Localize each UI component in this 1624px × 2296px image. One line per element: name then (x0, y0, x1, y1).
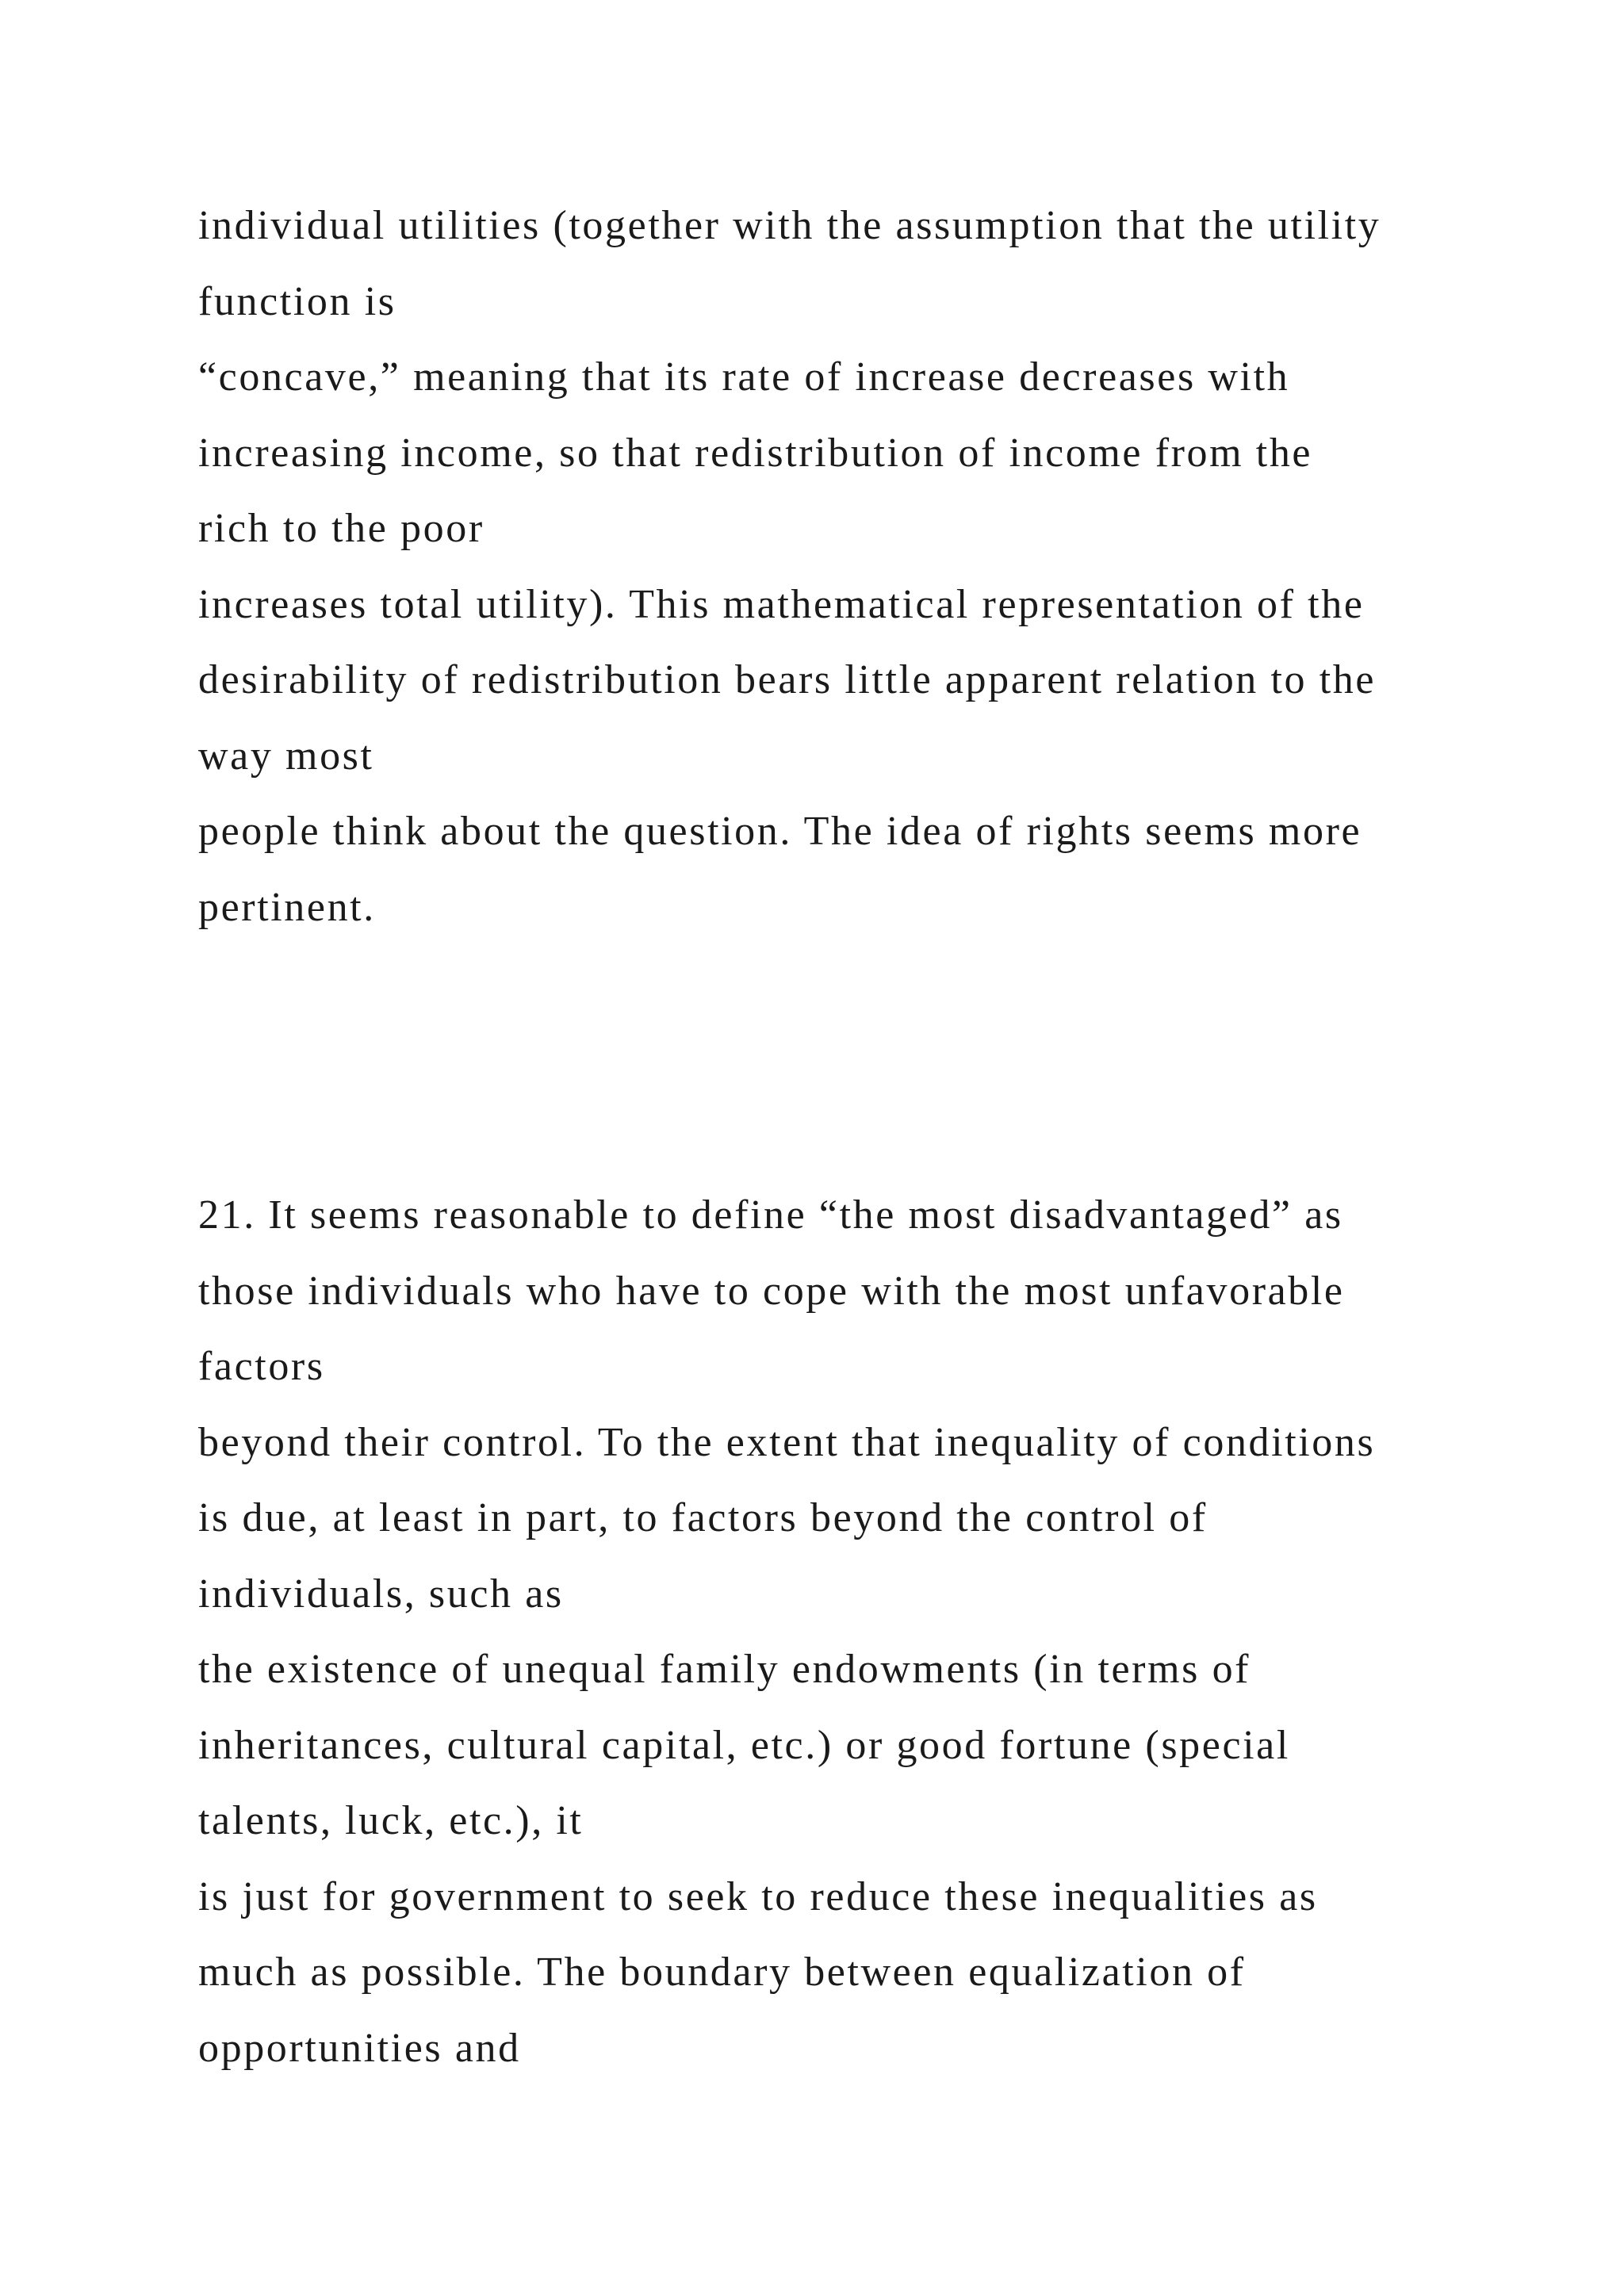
text-line: those individuals who have to cope with the most unfavorable (198, 1268, 1345, 1314)
text-line: “concave,” meaning that its rate of increase decreases with (198, 354, 1290, 400)
text-line: is due, at least in part, to factors beyond the control of (198, 1495, 1208, 1540)
text-line: beyond their control. To the extent that inequality of conditions (198, 1419, 1376, 1465)
text-line: increases total utility). This mathematical representation of the (198, 581, 1365, 627)
text-line: inheritances, cultural capital, etc.) or good fortune (special (198, 1722, 1290, 1768)
text-line: way most (198, 733, 374, 779)
text-line: desirability of redistribution bears little apparent relation to the (198, 657, 1377, 702)
text-line: people think about the question. The idea of rights seems more (198, 809, 1362, 854)
text-line: individual utilities (together with the assumption that the utility (198, 203, 1381, 248)
paragraph-utility (198, 188, 1499, 945)
text-line: much as possible. The boundary between equalization of (198, 1950, 1246, 1995)
text-line: pertinent. (198, 884, 376, 930)
text-line: opportunities and (198, 2025, 521, 2071)
text-line: function is (198, 278, 396, 324)
text-line: 21. It seems reasonable to define “the most disadvantaged” as (198, 1192, 1343, 1238)
text-line: rich to the poor (198, 506, 485, 551)
paragraph-footnote-21 (198, 1177, 1499, 2086)
text-line: factors (198, 1344, 325, 1389)
text-line: individuals, such as (198, 1571, 564, 1617)
text-line: the existence of unequal family endowments (in terms of (198, 1647, 1251, 1692)
text-line: talents, luck, etc.), it (198, 1798, 584, 1843)
text-line: is just for government to seek to reduce these inequalities as (198, 1873, 1318, 1919)
text-line: increasing income, so that redistribution of income from the (198, 430, 1313, 476)
